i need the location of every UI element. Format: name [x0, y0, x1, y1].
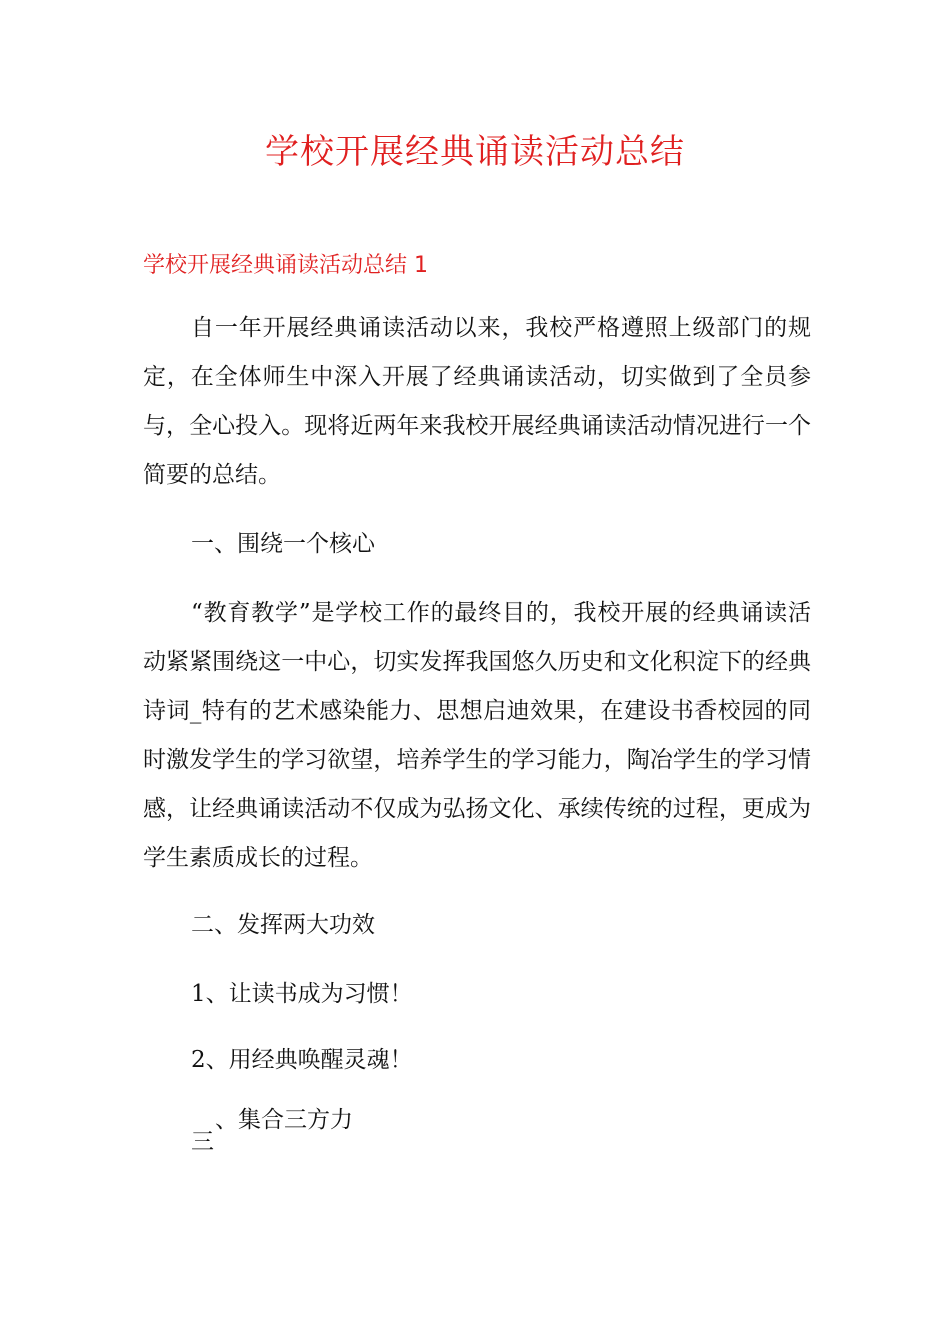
heading-core: 一、围绕一个核心: [191, 531, 375, 557]
document-title: 学校开展经典诵读活动总结: [265, 132, 685, 172]
truncated-line: [215, 1098, 353, 1133]
intro-paragraph: 自一年开展经典诵读活动以来，我校严格遵照上级部门的规定，在全体师生中深入开展了经典诵读活动，切实做到了全员参与，全心投入。现将近两年来我校开展经典诵读活动情况进行一个简要的总结。: [143, 315, 811, 488]
core-paragraph: “教育教学”是学校工作的最终目的，我校开展的经典诵读活动紧紧围绕这一中心，切实发挥我国悠久历史和文化积淀下的经典诗词_特有的艺术感染能力、思想启迪效果，在建设书香校园的同时激发学生的学习欲望，培养学生的学习能力，陶冶学生的学习情感，让经典诵读活动不仅成为弘扬文化、承续传统的过程，更成为学生素质成长的过程。: [143, 600, 811, 871]
heading-effects: 二、发挥两大功效: [191, 912, 375, 938]
list-item-reading-habit: 1、让读书成为习惯！: [191, 981, 413, 1007]
truncated-line-text: 、集合三方力: [215, 1107, 353, 1133]
orphan-character: 三: [191, 1129, 214, 1155]
section-heading: 学校开展经典诵读活动总结 1: [143, 253, 428, 278]
list-item-awaken-soul: 2、用经典唤醒灵魂！: [191, 1047, 413, 1073]
